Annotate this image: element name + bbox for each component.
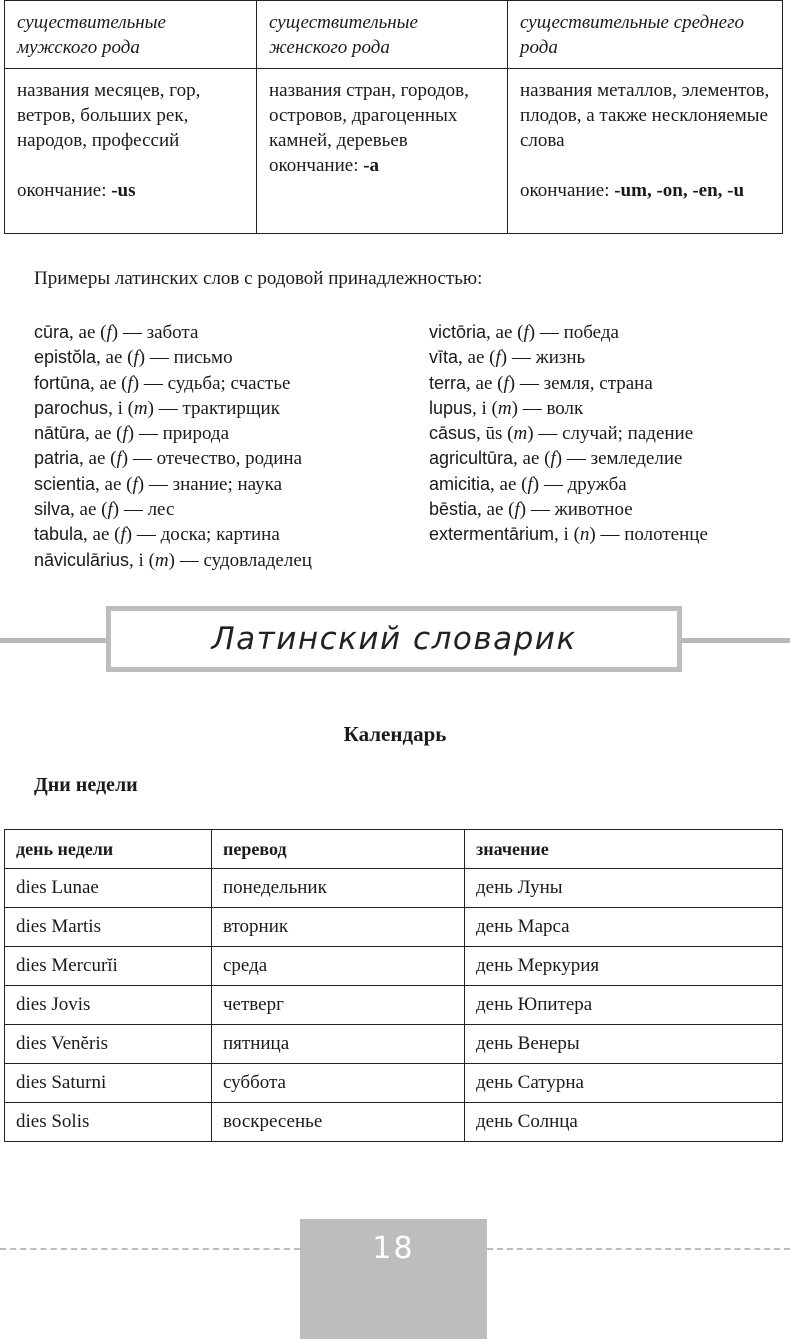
days-table — [4, 829, 783, 1142]
gender-mark: f — [514, 499, 520, 521]
latin-word: cāsus — [429, 423, 477, 444]
desc-masculine: названия месяцев, гор, ветров, больших рек, народов, профессий — [17, 80, 201, 151]
latin-word: fortūna — [34, 372, 91, 393]
grammar-info: , ae ( — [458, 347, 496, 369]
latin-word: scientia — [34, 473, 96, 494]
grammar-info: , i ( — [554, 524, 580, 546]
col-header-translation: перевод — [212, 830, 465, 869]
day-translation: воскресенье — [212, 1103, 465, 1142]
grammar-info: , ae ( — [96, 347, 134, 369]
day-meaning: день Солнца — [465, 1103, 783, 1142]
translation: ) — жизнь — [500, 347, 586, 369]
word-entry — [429, 421, 708, 446]
grammar-info: , ae ( — [490, 473, 528, 495]
gender-table-header-row — [5, 1, 783, 69]
translation: ) — случай; падение — [527, 423, 694, 445]
latin-word: bēstia — [429, 499, 478, 520]
day-meaning: день Марса — [465, 908, 783, 947]
grammar-info: , i ( — [108, 397, 134, 419]
cell-neuter — [508, 69, 783, 234]
gender-mark: m — [133, 397, 148, 419]
ending-value: -a — [363, 155, 380, 176]
grammar-info: , ae ( — [486, 322, 524, 343]
grammar-info: , i ( — [129, 549, 155, 571]
translation: ) — судовладелец — [168, 549, 312, 571]
day-translation: понедельник — [212, 869, 465, 908]
grammar-info: , ae ( — [79, 448, 117, 470]
table-row — [5, 1025, 783, 1064]
grammar-info: , i ( — [472, 397, 498, 419]
gender-mark: f — [127, 372, 133, 394]
gender-mark: m — [513, 423, 528, 445]
gender-mark: m — [154, 549, 169, 571]
day-latin: dies Martis — [5, 908, 212, 947]
table-row — [5, 1103, 783, 1142]
latin-word: victōria — [429, 322, 487, 342]
ending-masculine — [17, 178, 248, 203]
latin-word: agricultūra — [429, 448, 514, 469]
day-meaning: день Сатурна — [465, 1064, 783, 1103]
word-entry — [34, 320, 312, 345]
latin-word: patria — [34, 448, 80, 469]
translation: ) — волк — [511, 397, 584, 419]
gender-mark: m — [497, 397, 512, 419]
grammar-info: , ae ( — [477, 499, 515, 521]
day-meaning: день Луны — [465, 869, 783, 908]
word-entry — [34, 497, 312, 522]
word-entry — [429, 522, 708, 547]
gender-mark: f — [120, 524, 126, 546]
section-banner — [106, 606, 682, 672]
word-entry — [34, 421, 312, 446]
word-list-left — [34, 320, 312, 573]
day-meaning: день Меркурия — [465, 947, 783, 986]
col-header-meaning: значение — [465, 830, 783, 869]
translation: ) — знание; наука — [137, 473, 283, 495]
latin-word: nāviculārius — [34, 549, 130, 570]
translation: ) — природа — [127, 423, 229, 445]
ending-feminine — [269, 153, 499, 178]
gender-mark: f — [116, 448, 122, 470]
gender-mark: n — [579, 524, 590, 546]
word-entry — [429, 446, 708, 471]
banner-title: Латинский словарик — [211, 621, 577, 657]
word-entry — [34, 548, 312, 573]
gender-mark: f — [550, 448, 556, 470]
word-entry — [34, 371, 312, 396]
grammar-info: , ae ( — [83, 524, 121, 546]
translation: ) — земля, страна — [508, 372, 653, 394]
latin-word: amicitia — [429, 473, 491, 494]
cell-masculine — [5, 69, 257, 234]
day-meaning: день Юпитера — [465, 986, 783, 1025]
word-entry — [34, 396, 312, 421]
translation: ) — земледелие — [555, 448, 683, 470]
ending-label: окончание: — [17, 180, 107, 201]
day-translation: вторник — [212, 908, 465, 947]
day-latin: dies Lunae — [5, 869, 212, 908]
translation: ) — забота — [111, 322, 199, 343]
ending-label: окончание: — [520, 180, 610, 201]
grammar-info: , ae ( — [95, 473, 133, 495]
latin-word: nātūra — [34, 423, 86, 444]
footer-rule-left — [0, 1248, 300, 1250]
word-entry — [429, 396, 708, 421]
ending-label: окончание: — [269, 155, 359, 176]
header-neuter: существительные среднего рода — [508, 1, 783, 69]
latin-word: cūra — [34, 322, 70, 342]
day-latin: dies Mercurĭi — [5, 947, 212, 986]
footer-rule-right — [487, 1248, 790, 1250]
word-entry — [34, 446, 312, 471]
translation: ) — отечество, родина — [121, 448, 303, 470]
day-translation: четверг — [212, 986, 465, 1025]
day-translation: пятница — [212, 1025, 465, 1064]
table-row — [5, 947, 783, 986]
word-entry — [34, 345, 312, 370]
day-latin: dies Venĕris — [5, 1025, 212, 1064]
latin-word: tabula — [34, 524, 84, 545]
translation: ) — победа — [528, 322, 619, 343]
translation: ) — полотенце — [589, 524, 708, 546]
ending-value: -us — [111, 180, 136, 201]
grammar-info: , ūs ( — [476, 423, 514, 445]
page-number: 18 — [372, 1231, 415, 1266]
latin-word: vīta — [429, 347, 459, 368]
latin-word: lupus — [429, 397, 473, 418]
translation: ) — письмо — [138, 347, 233, 369]
header-masculine: существительные мужского рода — [5, 1, 257, 69]
gender-mark: f — [106, 322, 112, 343]
day-latin: dies Solis — [5, 1103, 212, 1142]
latin-word: extermentārium — [429, 524, 555, 545]
word-entry — [429, 472, 708, 497]
word-entry — [34, 472, 312, 497]
gender-table-body-row — [5, 69, 783, 234]
translation: ) — трактирщик — [147, 397, 280, 419]
grammar-info: , ae ( — [513, 448, 551, 470]
gender-mark: f — [523, 322, 529, 343]
translation: ) — судьба; счастье — [132, 372, 291, 394]
col-header-day: день недели — [5, 830, 212, 869]
word-entry — [429, 320, 708, 345]
ending-neuter — [520, 178, 774, 203]
desc-feminine: названия стран, городов, островов, драгоценных камней, деревьев — [269, 80, 469, 151]
days-table-header-row — [5, 830, 783, 869]
word-entry — [34, 522, 312, 547]
table-row — [5, 986, 783, 1025]
word-entry — [429, 371, 708, 396]
latin-word: epistŏla — [34, 347, 97, 368]
translation: ) — доска; картина — [125, 524, 280, 546]
day-translation: среда — [212, 947, 465, 986]
grammar-info: , ae ( — [466, 372, 504, 394]
table-row — [5, 869, 783, 908]
translation: ) — дружба — [532, 473, 627, 495]
table-row — [5, 908, 783, 947]
subsection-title: Дни недели — [34, 774, 138, 796]
header-feminine: существительные женского рода — [257, 1, 508, 69]
gender-mark: f — [503, 372, 509, 394]
examples-intro: Примеры латинских слов с родовой принадлежностью: — [34, 268, 483, 289]
grammar-info: , ae ( — [69, 322, 107, 343]
gender-mark: f — [527, 473, 533, 495]
word-list-right — [429, 320, 708, 548]
latin-word: terra — [429, 372, 467, 393]
day-latin: dies Jovis — [5, 986, 212, 1025]
translation: ) — лес — [112, 499, 175, 521]
gender-mark: f — [107, 499, 113, 521]
table-row — [5, 1064, 783, 1103]
gender-mark: f — [495, 347, 501, 369]
grammar-info: , ae ( — [85, 423, 123, 445]
day-meaning: день Венеры — [465, 1025, 783, 1064]
cell-feminine — [257, 69, 508, 234]
latin-word: silva — [34, 499, 71, 520]
gender-table — [4, 0, 783, 234]
day-latin: dies Saturni — [5, 1064, 212, 1103]
gender-mark: f — [122, 423, 128, 445]
gender-mark: f — [132, 473, 138, 495]
latin-word: parochus — [34, 397, 109, 418]
gender-mark: f — [133, 347, 139, 369]
desc-neuter: названия металлов, элементов, плодов, а также несклоняемые слова — [520, 80, 770, 151]
day-translation: суббота — [212, 1064, 465, 1103]
banner-inner — [111, 611, 677, 667]
days-table-body — [5, 869, 783, 1142]
section-title: Календарь — [343, 722, 447, 746]
grammar-info: , ae ( — [90, 372, 128, 394]
word-entry — [429, 497, 708, 522]
grammar-info: , ae ( — [70, 499, 108, 521]
translation: ) — животное — [519, 499, 633, 521]
ending-value: -um, -on, -en, -u — [614, 180, 745, 201]
word-entry — [429, 345, 708, 370]
page-number-box — [300, 1219, 487, 1339]
